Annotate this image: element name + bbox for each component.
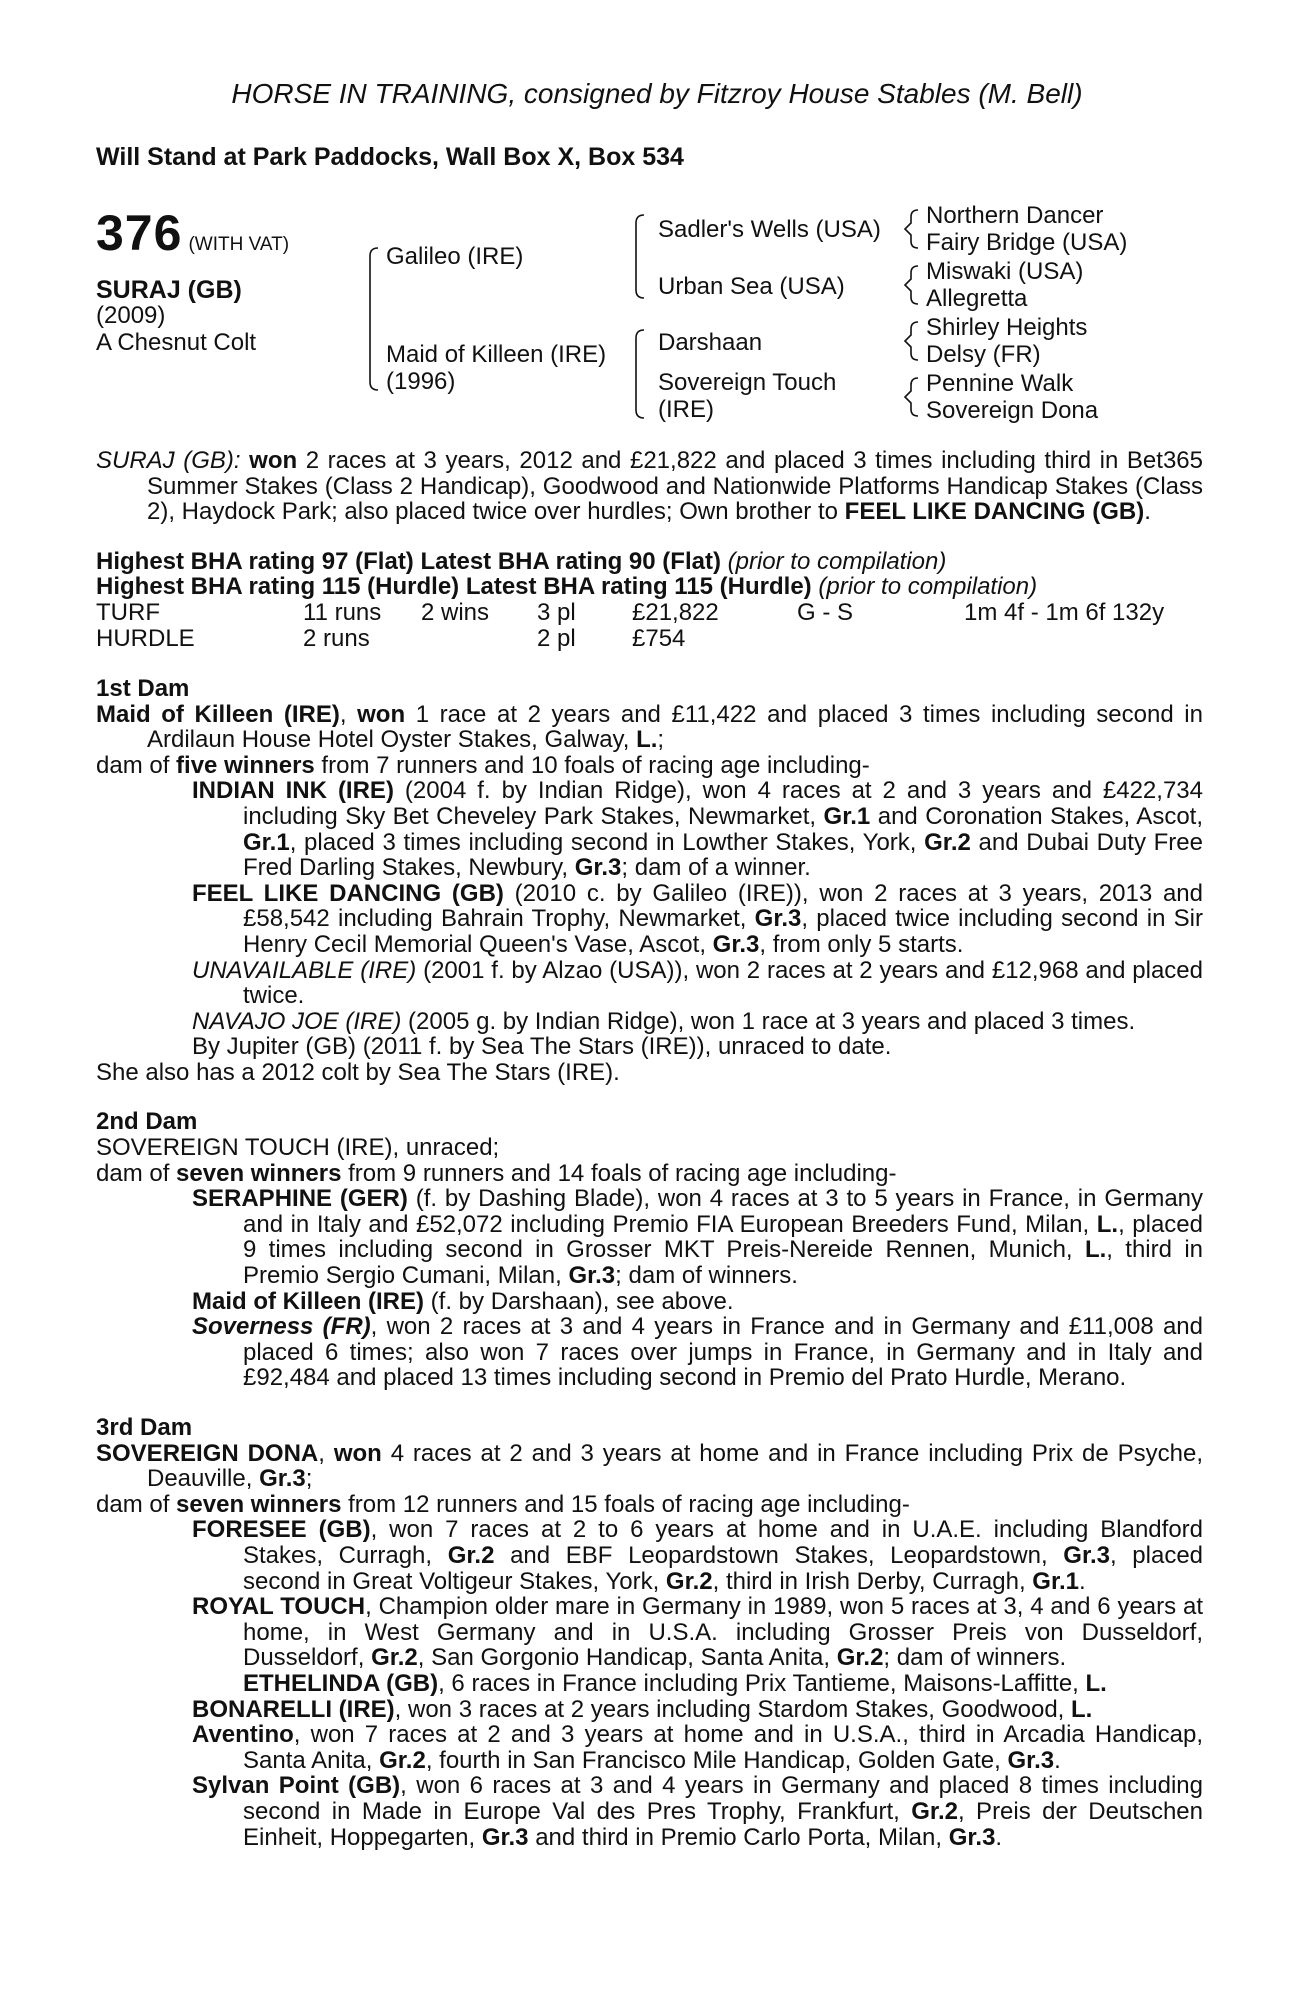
pedigree-gg-3: Miswaki (USA)	[926, 258, 1084, 285]
list-item: BONARELLI (IRE), won 3 races at 2 years including Stardom Stakes, Goodwood, L.	[192, 1695, 1093, 1723]
pedigree-dam-dam: Sovereign Touch	[658, 369, 837, 396]
racing-stats-table	[96, 600, 1164, 652]
pedigree-dam-year: (1996)	[386, 368, 456, 395]
first-dam-produce-summary: dam of five winners from 7 runners and 10 foals of racing age including-	[96, 751, 870, 779]
hurdle-rating: Highest BHA rating 115 (Hurdle) Latest BHA rating 115 (Hurdle) (prior to compilation)	[96, 573, 1038, 601]
first-dam-heading: 1st Dam	[96, 674, 190, 702]
list-item: NAVAJO JOE (IRE) (2005 g. by Indian Ridge), won 1 race at 3 years and placed 3 times.	[192, 1007, 1136, 1035]
second-dam-produce-summary: dam of seven winners from 9 runners and 14 foals of racing age including-	[96, 1159, 897, 1187]
list-item: SERAPHINE (GER) (f. by Dashing Blade), won 4 races at 3 to 5 years in France, in Germany and in Italy and £52,072 including Premio FIA European Breeders Fund, Milan, L., placed 9 times including second in Grosser MKT Preis-Nereide Rennen, Munich, L., third in Premio Sergio Cumani, Milan, Gr.3; dam of winners.	[192, 1185, 1204, 1290]
list-item: FEEL LIKE DANCING (GB) (2010 c. by Galileo (IRE)), won 2 races at 3 years, 2013 and £58,542 including Bahrain Trophy, Newmarket, Gr.3, placed twice including second in Sir Henry Cecil Memorial Queen's Vase, Ascot, Gr.3, from only 5 starts.	[192, 879, 1203, 958]
pedigree-gg-1: Northern Dancer	[926, 202, 1104, 229]
pedigree-gg-4: Allegretta	[926, 285, 1028, 312]
pedigree-gg-8: Sovereign Dona	[926, 397, 1099, 424]
pedigree-gg-2: Fairy Bridge (USA)	[926, 229, 1128, 256]
table-row: TURF 11 runs 2 wins 3 pl £21,822 G - S 1m 4f - 1m 6f 132y	[96, 599, 1165, 627]
second-dam-heading: 2nd Dam	[96, 1108, 198, 1136]
lot-number: 376	[96, 205, 183, 261]
list-item: INDIAN INK (IRE) (2004 f. by Indian Ridge), won 4 races at 2 and 3 years and £422,734 including Sky Bet Cheveley Park Stakes, Newmarket, Gr.1 and Coronation Stakes, Ascot, Gr.1, placed 3 times including second in Lowther Stakes, York, Gr.2 and Dubai Duty Free Fred Darling Stakes, Newbury, Gr.3; dam of a winner.	[192, 777, 1203, 882]
pedigree-gg-6: Delsy (FR)	[926, 341, 1041, 368]
third-dam-produce-summary: dam of seven winners from 12 runners and 15 foals of racing age including-	[96, 1490, 910, 1518]
list-item: Maid of Killeen (IRE) (f. by Darshaan), see above.	[192, 1287, 734, 1315]
first-dam-note: She also has a 2012 colt by Sea The Stars (IRE).	[96, 1058, 620, 1086]
flat-rating: Highest BHA rating 97 (Flat) Latest BHA rating 90 (Flat) (prior to compilation)	[96, 547, 947, 575]
table-row: HURDLE 2 runs 2 pl £754	[96, 625, 686, 653]
pedigree-sire-dam: Urban Sea (USA)	[658, 273, 845, 300]
stand-location: Will Stand at Park Paddocks, Wall Box X, Box 534	[96, 143, 684, 171]
list-item: Sylvan Point (GB), won 6 races at 3 and 4 years in Germany and placed 8 times including second in Made in Europe Val des Pres Trophy, Frankfurt, Gr.2, Preis der Deutschen Einheit, Hoppegarten, Gr.3 and third in Premio Carlo Porta, Milan, Gr.3.	[192, 1772, 1203, 1851]
list-item: ROYAL TOUCH, Champion older mare in Germany in 1989, won 5 races at 3, 4 and 6 years at home, in West Germany and in U.S.A. including Grosser Preis von Dusseldorf, Dusseldorf, Gr.2, San Gorgonio Handicap, Santa Anita, Gr.2; dam of winners.	[192, 1593, 1203, 1672]
first-dam-record: Maid of Killeen (IRE), won 1 race at 2 years and £11,422 and placed 3 times including second in Ardilaun House Hotel Oyster Stakes, Galway, L.;	[96, 700, 1203, 754]
pedigree-sire: Galileo (IRE)	[386, 243, 524, 270]
list-item: Aventino, won 7 races at 2 and 3 years at home and in U.S.A., third in Arcadia Handicap, Santa Anita, Gr.2, fourth in San Francisco Mile Handicap, Golden Gate, Gr.3.	[192, 1721, 1203, 1774]
horse-name: SURAJ (GB)	[96, 276, 242, 304]
list-item: Soverness (FR), won 2 races at 3 and 4 years in France and in Germany and £11,008 and placed 6 times; also won 7 races over jumps in France, in Germany and in Italy and £92,484 and placed 13 times including second in Premio del Prato Hurdle, Merano.	[192, 1313, 1203, 1392]
pedigree-dam-dam-suffix: (IRE)	[658, 396, 714, 423]
second-dam-record: SOVEREIGN TOUCH (IRE), unraced;	[96, 1134, 500, 1162]
foaling-year: (2009)	[96, 302, 166, 329]
pedigree-gg-5: Shirley Heights	[926, 314, 1088, 341]
pedigree-dam: Maid of Killeen (IRE)	[386, 341, 607, 368]
horse-description: A Chesnut Colt	[96, 329, 257, 356]
third-dam-record: SOVEREIGN DONA, won 4 races at 2 and 3 years at home and in France including Prix de Psyche, Deauville, Gr.3;	[96, 1439, 1204, 1493]
vat-note: (WITH VAT)	[188, 234, 290, 255]
pedigree-brackets	[0, 0, 1314, 440]
list-item: By Jupiter (GB) (2011 f. by Sea The Stars (IRE)), unraced to date.	[192, 1033, 892, 1061]
catalogue-body	[96, 448, 1203, 1850]
third-dam-heading: 3rd Dam	[96, 1414, 193, 1441]
list-item: FORESEE (GB), won 7 races at 2 to 6 years at home and in U.A.E. including Blandford Stakes, Curragh, Gr.2 and EBF Leopardstown Stakes, Leopardstown, Gr.3, placed second in Great Voltigeur Stakes, York, Gr.2, third in Irish Derby, Curragh, Gr.1.	[192, 1516, 1204, 1595]
list-item: ETHELINDA (GB), 6 races in France including Prix Tantieme, Maisons-Laffitte, L.	[243, 1669, 1107, 1697]
horse-summary: SURAJ (GB): won 2 races at 3 years, 2012 and £21,822 and placed 3 times including third in Bet365 Summer Stakes (Class 2 Handicap), Goodwood and Nationwide Platforms Handicap Stakes (Class 2), Haydock Park; also placed twice over hurdles; Own brother to FEEL LIKE DANCING (GB).	[96, 447, 1203, 526]
page-header: HORSE IN TRAINING, consigned by Fitzroy House Stables (M. Bell)	[231, 78, 1083, 109]
pedigree-dam-sire: Darshaan	[658, 329, 763, 356]
pedigree-gg-7: Pennine Walk	[926, 370, 1074, 397]
pedigree-sire-sire: Sadler's Wells (USA)	[658, 216, 881, 243]
list-item: UNAVAILABLE (IRE) (2001 f. by Alzao (USA)), won 2 races at 2 years and £12,968 and placed twice.	[192, 956, 1203, 1010]
